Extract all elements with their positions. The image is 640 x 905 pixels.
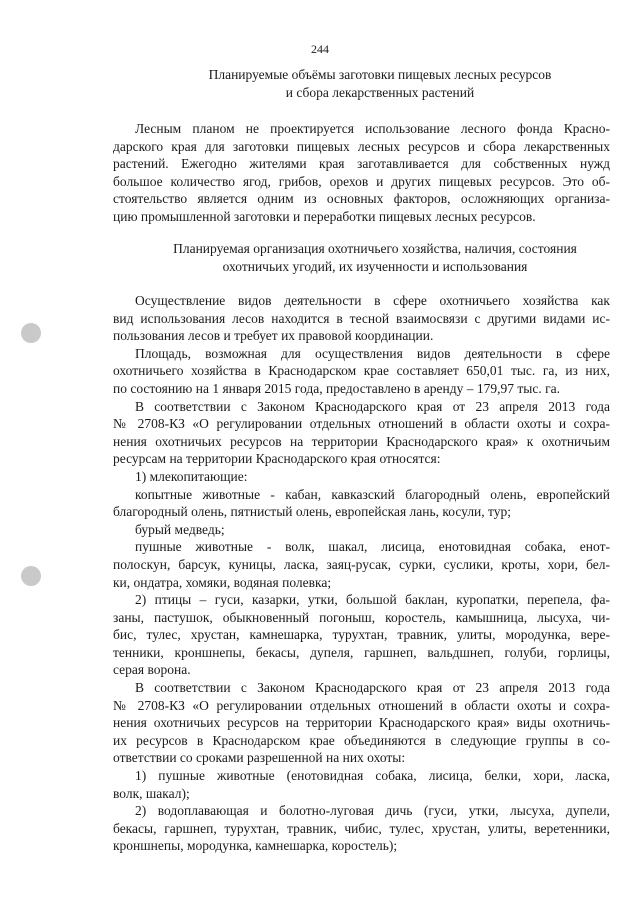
text-line: благородный олень, пятнистый олень, европейская лань, косули, тур; <box>113 504 511 520</box>
section-heading-hunting <box>0 240 640 276</box>
paragraph-forest-resources <box>113 120 610 226</box>
heading-line: и сбора лекарственных растений <box>285 85 475 100</box>
text-line: 1) млекопитающие: <box>135 468 248 484</box>
text-line: бурый медведь; <box>135 521 225 537</box>
text-line: бекасы, гаршнеп, турухтан, травник, чибис, тулес, хрустан, улиты, веретенники, <box>113 820 610 836</box>
text-line: бис, тулес, хрустан, камнешарка, турухтан, травник, улиты, мородунка, вере- <box>113 627 610 643</box>
punch-hole-top <box>21 323 41 343</box>
text-line: пользования лесов и требует их правовой координации. <box>113 328 434 344</box>
punch-hole-bottom <box>21 566 41 586</box>
text-line: большое количество ягод, грибов, орехов и других пищевых ресурсов. Это об- <box>113 173 610 189</box>
text-line: полоскун, барсук, куницы, ласка, заяц-русак, сурки, суслики, кроты, хори, бел- <box>113 556 610 572</box>
heading-line: охотничьих угодий, их изученности и использования <box>222 259 528 274</box>
text-line: вид использования лесов находится в тесной взаимосвязи с другими видами ис- <box>113 310 610 326</box>
text-line: кроншнепы, мородунка, камнешарка, коростель); <box>113 838 398 854</box>
text-line: ресурсам на территории Краснодарского края относятся: <box>113 451 441 467</box>
text-line: растений. Ежегодно жителями края заготавливается для собственных нужд <box>113 156 610 172</box>
text-line: ки, ондатра, хомяки, водяная полевка; <box>113 574 332 590</box>
text-line: нения охотничьих ресурсов на территории Краснодарского края» к охотничьим <box>113 433 610 449</box>
text-line: Осуществление видов деятельности в сфере охотничьего хозяйства как <box>135 293 610 308</box>
text-line: цию промышленной заготовки и переработки пищевых лесных ресурсов. <box>113 208 536 224</box>
heading-line: Планируемые объёмы заготовки пищевых лесных ресурсов <box>208 67 552 82</box>
section-heading-forest-resources <box>0 66 640 102</box>
text-line: В соответствии с Законом Краснодарского края от 23 апреля 2013 года <box>135 680 610 696</box>
text-line: тенники, кроншнепы, бекасы, дупеля, гаршнеп, вальдшнеп, голуби, горлицы, <box>113 644 610 660</box>
text-line: по состоянию на 1 января 2015 года, предоставлено в аренду – 179,97 тыс. га. <box>113 380 560 396</box>
text-line: № 2708-КЗ «О регулировании отдельных отношений в области охоты и сохра- <box>113 697 610 713</box>
text-line: копытные животные - кабан, кавказский благородный олень, европейский <box>135 486 610 502</box>
text-line: № 2708-КЗ «О регулировании отдельных отношений в области охоты и сохра- <box>113 416 610 432</box>
text-line: волк, шакал); <box>113 785 190 801</box>
body-text-hunting <box>113 292 610 855</box>
text-line: нения охотничьих ресурсов на территории Краснодарского края» виды охотничь- <box>113 715 610 731</box>
text-line: дарского края для заготовки пищевых лесных ресурсов и сбора лекарственных <box>113 138 610 154</box>
text-line: серая ворона. <box>113 662 191 678</box>
text-line: охотничьего хозяйства в Краснодарском крае составляет 650,01 тыс. га, из них, <box>113 363 610 379</box>
text-line: 2) водоплавающая и болотно-луговая дичь (гуси, утки, лысуха, дупели, <box>135 803 610 819</box>
text-line: 1) пушные животные (енотовидная собака, лисица, белки, хори, ласка, <box>135 768 610 784</box>
text-line: пушные животные - волк, шакал, лисица, енотовидная собака, енот- <box>135 539 610 555</box>
text-line: 2) птицы – гуси, казарки, утки, большой баклан, куропатки, перепела, фа- <box>135 592 610 608</box>
page-number: 244 <box>311 42 329 56</box>
text-line: Лесным планом не проектируется использование лесного фонда Красно- <box>135 121 610 136</box>
text-line: ответствии со сроками разрешенной на них охоты: <box>113 750 406 766</box>
heading-line: Планируемая организация охотничьего хозяйства, наличия, состояния <box>173 241 577 256</box>
text-line: их ресурсов в Краснодарском крае объединяются в следующие группы в со- <box>113 732 610 748</box>
text-line: стоятельство является одним из основных факторов, осложняющих организа- <box>113 191 610 207</box>
text-line: заны, пастушок, обыкновенный погоныш, коростель, камышница, лысуха, чи- <box>113 609 610 625</box>
text-line: Площадь, возможная для осуществления видов деятельности в сфере <box>135 345 610 361</box>
text-line: В соответствии с Законом Краснодарского края от 23 апреля 2013 года <box>135 398 610 414</box>
